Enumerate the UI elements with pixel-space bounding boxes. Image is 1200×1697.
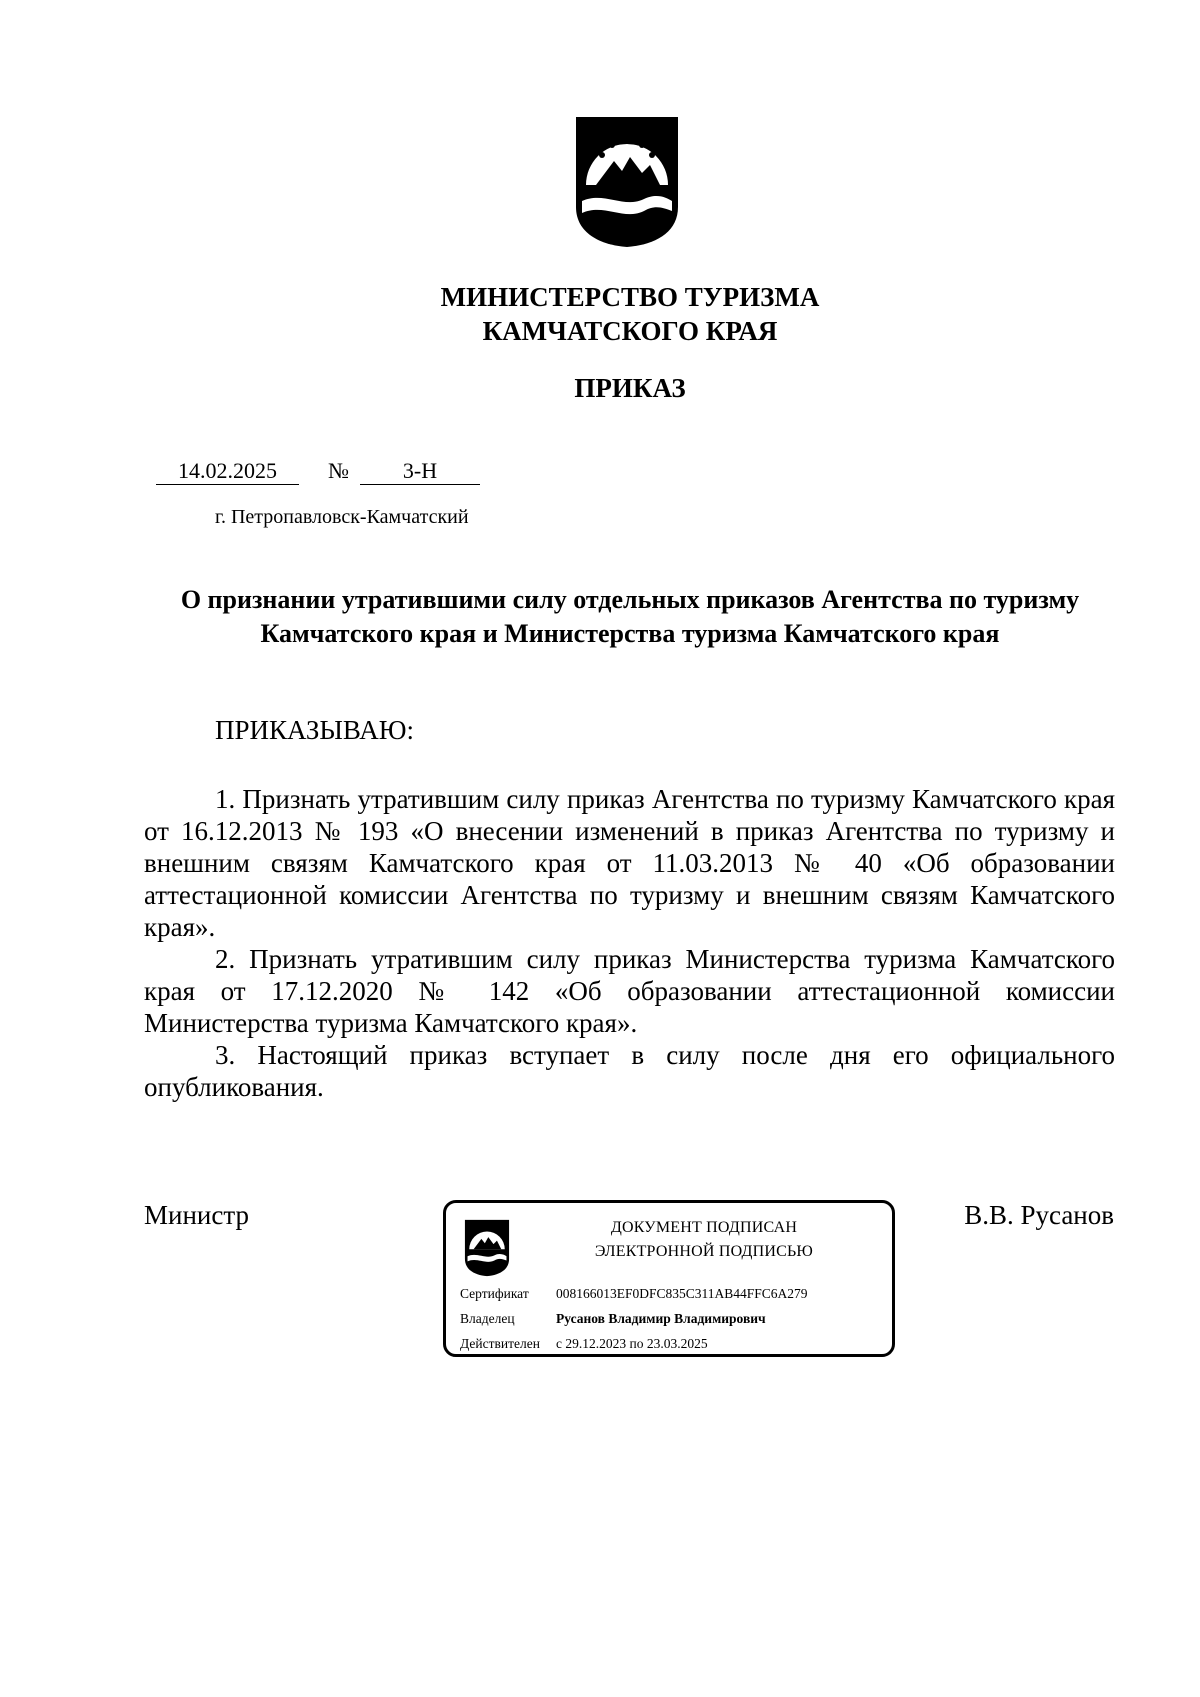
signer-name: В.В. Русанов: [964, 1200, 1114, 1230]
ministry-line-2: КАМЧАТСКОГО КРАЯ: [482, 316, 778, 346]
stamp-validity-row: [460, 1336, 708, 1352]
order-subject: О признании утратившими силу отдельных приказов Агентства по туризму Камчатского края и Министерства туризма Камчатского края: [180, 585, 1080, 648]
kamchatka-coat-of-arms-icon: [574, 115, 680, 249]
owner-value: Русанов Владимир Владимирович: [556, 1311, 766, 1326]
stamp-title: [526, 1216, 882, 1264]
paragraph-1: 1. Признать утратившим силу приказ Агентства по туризму Камчатского края от 16.12.2013 № 193 «О внесении изменений в приказ Агентства по туризму и внешним связям Камчатского края от 11.03.2013 № 40 «Об образовании аттестационной комиссии Агентства по туризму и внешним связям Камчатского края».: [144, 784, 1115, 942]
ministry-line-1: МИНИСТЕРСТВО ТУРИЗМА: [440, 282, 820, 312]
stamp-certificate-row: [460, 1286, 808, 1302]
certificate-value: 008166013EF0DFC835C311AB44FFC6A279: [556, 1286, 808, 1301]
electronic-signature-stamp: [443, 1200, 895, 1357]
order-word: ПРИКАЗЫВАЮ:: [215, 715, 414, 745]
owner-label: Владелец: [460, 1311, 515, 1326]
paragraph-2: 2. Признать утратившим силу приказ Министерства туризма Камчатского края от 17.12.2020 № 142 «Об образовании аттестационной комиссии Министерства туризма Камчатского края».: [144, 944, 1115, 1038]
kamchatka-coat-of-arms-icon: [463, 1219, 511, 1277]
signer-title: Министр: [144, 1200, 249, 1230]
ministry-name: [300, 280, 960, 348]
order-number: 3-Н: [360, 458, 480, 485]
number-sign: №: [328, 458, 349, 483]
stamp-title-line-2: ЭЛЕКТРОННОЙ ПОДПИСЬЮ: [594, 1243, 814, 1260]
validity-value: с 29.12.2023 по 23.03.2025: [556, 1336, 708, 1351]
paragraph-3: 3. Настоящий приказ вступает в силу после дня его официального опубликования.: [144, 1040, 1115, 1102]
city: г. Петропавловск-Камчатский: [215, 506, 469, 528]
validity-label: Действителен: [460, 1336, 540, 1351]
document-type: ПРИКАЗ: [574, 373, 686, 403]
order-body: [144, 783, 1115, 1103]
stamp-title-line-1: ДОКУМЕНТ ПОДПИСАН: [610, 1219, 798, 1236]
stamp-owner-row: [460, 1311, 766, 1327]
certificate-label: Сертификат: [460, 1286, 529, 1301]
order-date: 14.02.2025: [156, 458, 299, 485]
